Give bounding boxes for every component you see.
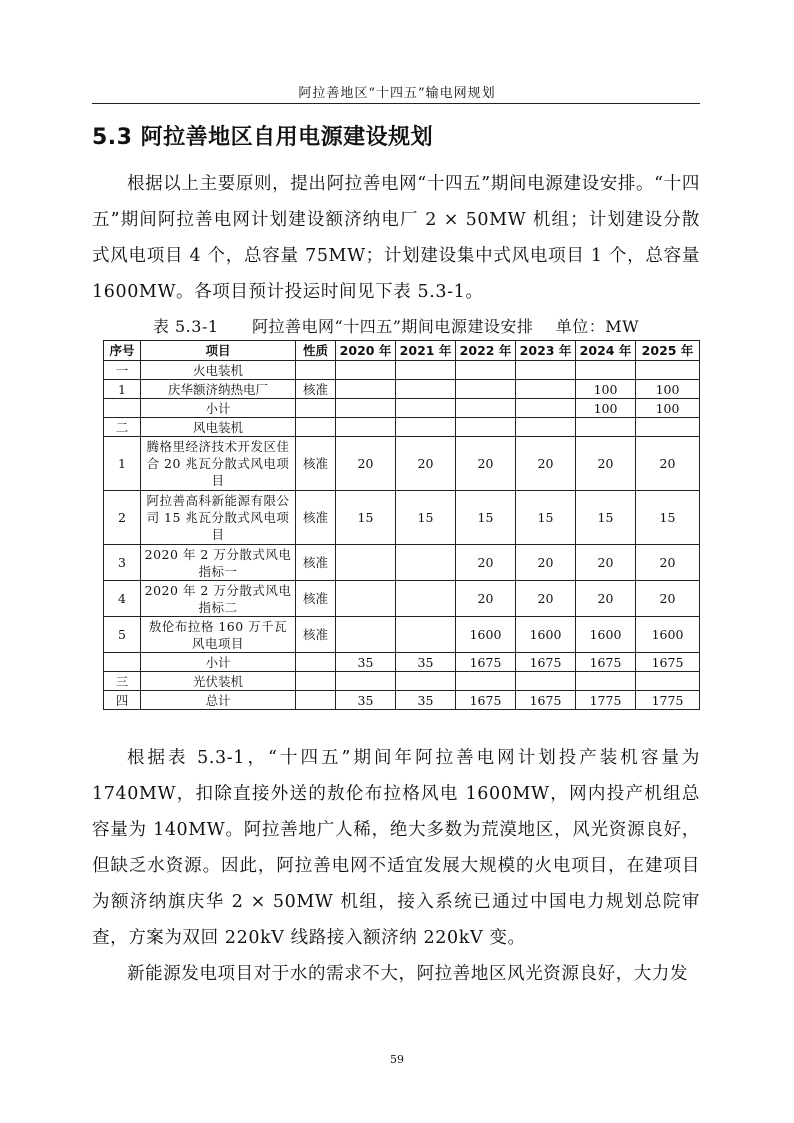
table-cell: 20 [636,581,700,617]
paragraph-intro: 根据以上主要原则，提出阿拉善电网“十四五”期间电源建设安排。“十四五”期间阿拉善电网计划建设额济纳电厂 2 × 50MW 机组；计划建设分散式风电项目 4 个，总容量 75MW；计划建设集中式风电项目 1 个，总容量 1600MW。各项目预计投运时间见下表 5.3-1。 [92,174,700,302]
table-cell: 1600 [516,617,576,653]
table-cell: 1600 [456,617,516,653]
table-cell [336,418,396,437]
table-cell: 1675 [516,653,576,672]
table-cell [456,361,516,380]
table-cell [336,545,396,581]
header-cell: 项目 [141,341,296,361]
table-cell: 20 [516,581,576,617]
table-cell [636,361,700,380]
table-cell: 35 [336,653,396,672]
table-cell: 1 [104,437,141,491]
table-cell [396,581,456,617]
table-cell [296,399,336,418]
table-cell [456,418,516,437]
table-cell [296,418,336,437]
header-divider [92,103,700,104]
table-cell: 20 [456,545,516,581]
table-cell [396,617,456,653]
table-cell: 20 [576,581,636,617]
table-cell: 20 [636,545,700,581]
table-row [104,581,700,617]
table-cell [396,399,456,418]
table-cell: 1 [104,380,141,399]
table-cell: 20 [456,437,516,491]
table-cell: 100 [576,380,636,399]
table-cell [336,581,396,617]
table-row [104,617,700,653]
header-cell: 2025 年 [636,341,700,361]
table-cell: 光伏装机 [141,672,296,691]
table-cell: 1675 [456,691,516,710]
table-cell [516,399,576,418]
table-cell: 20 [516,437,576,491]
table-cell: 1600 [636,617,700,653]
table-cell [636,672,700,691]
table-cell: 20 [396,437,456,491]
table-row [104,691,700,710]
table-cell: 5 [104,617,141,653]
header-cell: 2023 年 [516,341,576,361]
table-cell [516,380,576,399]
table-cell: 20 [576,545,636,581]
table-cell: 20 [516,545,576,581]
table-cell: 核准 [296,617,336,653]
table-cell: 35 [336,691,396,710]
power-construction-table [103,340,700,710]
header-cell: 2020 年 [336,341,396,361]
table-cell: 15 [336,491,396,545]
table-row [104,418,700,437]
table-cell: 1675 [516,691,576,710]
table-cell: 风电装机 [141,418,296,437]
table-cell [396,545,456,581]
paragraph-analysis: 根据表 5.3-1，“十四五”期间年阿拉善电网计划投产装机容量为 1740MW，扣除直接外送的敖伦布拉格风电 1600MW，网内投产机组总容量为 140MW。阿拉善地广人稀，绝大多数为荒漠地区，风光资源良好，但缺乏水资源。因此，阿拉善电网不适宜发展大规模的火电项目，在建项目为额济纳旗庆华 2 × 50MW 机组，接入系统已通过中国电力规划总院审查，方案为双回 220kV 线路接入额济纳 220kV 变。 [92,748,700,948]
header-cell: 2022 年 [456,341,516,361]
table-cell: 35 [396,691,456,710]
table-row [104,491,700,545]
table-header-row [104,341,700,361]
table-cell: 1600 [576,617,636,653]
table-cell [296,361,336,380]
table-cell: 1675 [456,653,516,672]
table-cell: 15 [636,491,700,545]
table-row [104,653,700,672]
table-cell: 1775 [636,691,700,710]
table-cell: 20 [636,437,700,491]
table-cell: 总计 [141,691,296,710]
table-cell [296,653,336,672]
table-cell [576,418,636,437]
table-cell: 15 [576,491,636,545]
table-cell: 2020 年 2 万分散式风电指标二 [141,581,296,617]
table-cell: 1675 [576,653,636,672]
section-title: 5.3 阿拉善地区自用电源建设规划 [92,125,434,150]
table-caption: 表 5.3-1 阿拉善电网“十四五”期间电源建设安排 单位：MW [152,317,640,336]
table-cell: 15 [456,491,516,545]
table-cell: 腾格里经济技术开发区佳合 20 兆瓦分散式风电项目 [141,437,296,491]
table-row [104,545,700,581]
table-cell [396,361,456,380]
table-cell [396,672,456,691]
table-cell [636,418,700,437]
table-cell: 二 [104,418,141,437]
header-cell: 2024 年 [576,341,636,361]
table-cell: 火电装机 [141,361,296,380]
page-number: 59 [390,1053,404,1066]
table-cell [104,653,141,672]
table-cell: 阿拉善高科新能源有限公司 15 兆瓦分散式风电项目 [141,491,296,545]
table-cell: 4 [104,581,141,617]
header-cell: 2021 年 [396,341,456,361]
table-cell: 三 [104,672,141,691]
table-row [104,380,700,399]
table-cell: 20 [456,581,516,617]
table-cell [456,672,516,691]
paragraph-new-energy: 新能源发电项目对于水的需求不大，阿拉善地区风光资源良好，大力发 [127,964,689,984]
table-cell [456,380,516,399]
table-cell [396,380,456,399]
table-cell [336,399,396,418]
table-cell [516,672,576,691]
header-cell: 序号 [104,341,141,361]
table-cell: 15 [516,491,576,545]
table-cell: 核准 [296,491,336,545]
table-cell: 四 [104,691,141,710]
table-cell: 20 [336,437,396,491]
table-cell: 20 [576,437,636,491]
table-cell [296,691,336,710]
header-cell: 性质 [296,341,336,361]
table-cell [336,361,396,380]
table-cell [516,418,576,437]
table-row [104,399,700,418]
table-cell [456,399,516,418]
table-cell: 2 [104,491,141,545]
table-row [104,361,700,380]
table-cell: 核准 [296,545,336,581]
table-cell: 100 [576,399,636,418]
table-cell: 1675 [636,653,700,672]
table-cell: 小计 [141,399,296,418]
table-cell [576,672,636,691]
table-cell [336,672,396,691]
table-cell: 小计 [141,653,296,672]
table-cell: 1775 [576,691,636,710]
table-cell: 100 [636,380,700,399]
table-cell: 庆华额济纳热电厂 [141,380,296,399]
table-cell [576,361,636,380]
table-cell: 3 [104,545,141,581]
table-cell: 2020 年 2 万分散式风电指标一 [141,545,296,581]
table-cell: 敖伦布拉格 160 万千瓦风电项目 [141,617,296,653]
table-cell [516,361,576,380]
table-cell [336,380,396,399]
table-cell [296,672,336,691]
table-cell: 核准 [296,581,336,617]
table-cell: 一 [104,361,141,380]
table-row [104,437,700,491]
table-row [104,672,700,691]
table-cell: 15 [396,491,456,545]
table-cell: 35 [396,653,456,672]
table-cell: 100 [636,399,700,418]
table-cell: 核准 [296,437,336,491]
table-cell [336,617,396,653]
table-cell [104,399,141,418]
page-header: 阿拉善地区“十四五”输电网规划 [298,86,496,101]
table-cell [396,418,456,437]
table-cell: 核准 [296,380,336,399]
